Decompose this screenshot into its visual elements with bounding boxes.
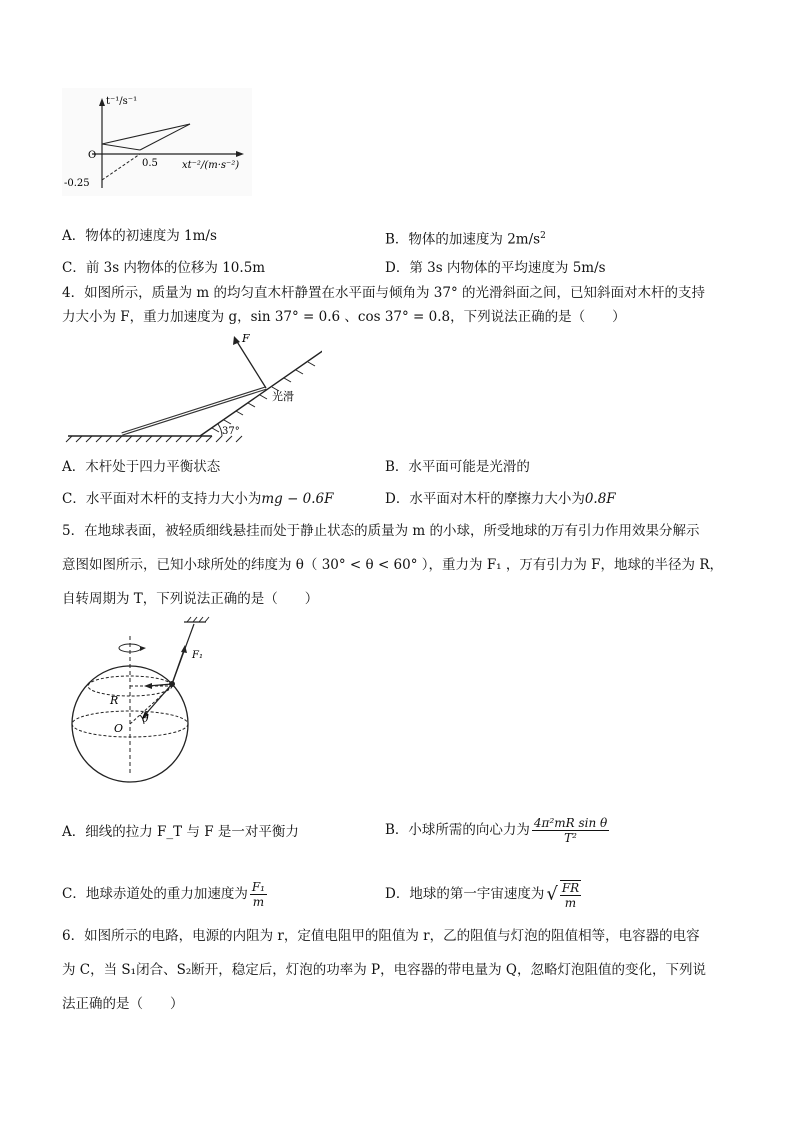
- q3-option-d: D．第 3s 内物体的平均速度为 5m/s: [385, 260, 606, 276]
- q3-option-c: C．前 3s 内物体的位移为 10.5m: [62, 260, 266, 276]
- q5-option-b: B．小球所需的向心力为 $\frac{\text{4π²mR sin θ}}{\text{T²}}$: [385, 816, 608, 845]
- q3-x-tick: 0.5: [142, 158, 158, 169]
- q5-o-label: O: [114, 722, 124, 735]
- q3-option-b: B．物体的加速度为 $2m/s^2$: [385, 231, 546, 248]
- q4-option-a: A．木杆处于四力平衡状态: [62, 459, 221, 475]
- q4-option-c: C．水平面对木杆的支持力大小为mg − 0.6F: [62, 491, 334, 507]
- q4-option-d: D．水平面对木杆的摩擦力大小为0.8F: [385, 491, 616, 507]
- q5-option-c: C．地球赤道处的重力加速度为 $\frac{\text{F₁}}{m}$: [62, 880, 265, 909]
- q5-earth-figure: [62, 616, 222, 784]
- q4-rod-figure: [62, 330, 322, 445]
- q4-force-label: F: [242, 332, 250, 345]
- q6-line1: 6．如图所示的电路，电源的内阻为 r，定值电阻甲的阻值为 r，乙的阻值与灯泡的阻值相等，电容器的电容: [62, 928, 700, 944]
- q5-f1-label: F₁: [192, 650, 203, 661]
- q3-y-tick: -0.25: [64, 178, 90, 189]
- q5-stem-line1: 5．在地球表面，被轻质细线悬挂而处于静止状态的质量为 m 的小球，所受地球的万有引力作用效果分解示: [62, 523, 700, 539]
- q4-smooth-label: 光滑: [272, 390, 294, 403]
- q4-option-b: B．水平面可能是光滑的: [385, 459, 530, 475]
- q5-r-label: R: [110, 694, 119, 707]
- q3-y-label: t⁻¹/s⁻¹: [106, 96, 138, 107]
- q4-stem-line1: 4．如图所示，质量为 m 的均匀直木杆静置在水平面与倾角为 37° 的光滑斜面之间，已知斜面对木杆的支持: [62, 285, 705, 301]
- q4-angle-label: 37°: [222, 426, 240, 437]
- q5-option-d: D．地球的第一宇宙速度为 √ $\frac{FR}{m}$: [385, 880, 580, 910]
- q3-graph-figure: [62, 88, 252, 196]
- q5-stem-line2: 意图如图所示，已知小球所处的纬度为 θ（ 30° < θ < 60° ），重力为 F₁ ，万有引力为 F，地球的半径为 R，: [62, 557, 723, 573]
- q5-theta-label: θ: [142, 712, 149, 725]
- q6-line2: 为 C，当 S₁闭合、S₂断开，稳定后，灯泡的功率为 P，电容器的带电量为 Q，忽略灯泡阻值的变化，下列说: [62, 962, 706, 978]
- q4-stem-line2: 力大小为 F，重力加速度为 g，sin 37° = 0.6 、cos 37° = 0.8，下列说法正确的是（ ）: [62, 309, 626, 325]
- q3-option-a: A．物体的初速度为 1m/s: [62, 228, 217, 244]
- q6-line3: 法正确的是（ ）: [62, 996, 184, 1012]
- q3-x-label: xt⁻²/(m·s⁻²): [182, 160, 240, 171]
- q3-origin: O: [88, 150, 97, 161]
- q5-option-a: A．细线的拉力 F_T 与 F 是一对平衡力: [62, 824, 299, 840]
- q5-stem-line3: 自转周期为 T，下列说法正确的是（ ）: [62, 591, 319, 607]
